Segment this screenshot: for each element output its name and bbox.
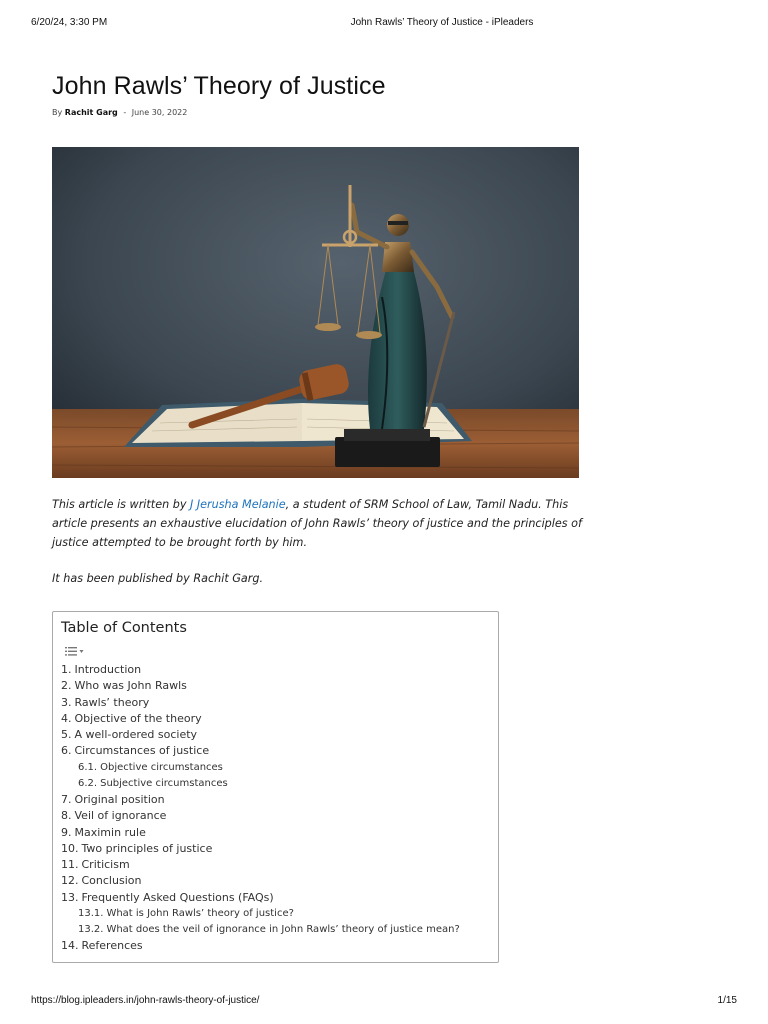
toc-title: Table of Contents — [61, 620, 187, 636]
toc-item[interactable]: 6. Circumstances of justice — [61, 744, 210, 758]
toc-item[interactable]: 1. Introduction — [61, 663, 142, 676]
published-note: It has been published by Rachit Garg. — [52, 572, 264, 585]
contributor-link[interactable]: J Jerusha Melanie — [190, 498, 286, 511]
toc-item[interactable]: 3. Rawls’ theory — [61, 695, 150, 709]
toc-item[interactable]: 5. A well-ordered society — [61, 728, 198, 741]
print-date: 6/20/24, 3:30 PM — [31, 17, 108, 28]
print-page-title: John Rawls’ Theory of Justice - iPleaders — [350, 17, 534, 28]
toc-toggle-button[interactable] — [65, 645, 85, 657]
toc-item[interactable]: 11. Criticism — [61, 858, 130, 871]
table-of-contents — [52, 611, 499, 963]
toc-item[interactable]: 10. Two principles of justice — [61, 841, 213, 855]
toc-subitem[interactable]: 6.2. Subjective circumstances — [78, 777, 228, 789]
print-header — [0, 17, 768, 31]
list-toggle-icon — [65, 647, 77, 656]
toc-subitem[interactable]: 13.2. What does the veil of ignorance in John Rawls’ theory of justice mean? — [78, 924, 460, 935]
intro-text-start: This article is written by — [52, 498, 190, 511]
byline-separator: - — [123, 108, 127, 117]
toc-item[interactable]: 14. References — [61, 939, 143, 953]
toc-list — [61, 662, 460, 955]
toc-item[interactable]: 4. Objective of the theory — [61, 711, 202, 725]
byline-prefix: By — [52, 108, 63, 117]
author-link[interactable]: Rachit Garg — [64, 108, 118, 117]
toc-item[interactable]: 7. Original position — [61, 793, 165, 806]
page-url: https://blog.ipleaders.in/john-rawls-theory-of-justice/ — [31, 995, 260, 1006]
intro-paragraph — [52, 495, 592, 552]
hero-image-lady-justice — [52, 147, 579, 478]
intro-text-end: , a student of SRM School of Law, Tamil Nadu. This article presents an exhaustive elucidation of John Rawls’ theory of justice and the principles of justice attempted to be brought forth by him. — [52, 498, 582, 549]
byline — [52, 108, 187, 117]
publish-date: June 30, 2022 — [131, 108, 188, 117]
toc-subitem[interactable]: 6.1. Objective circumstances — [78, 761, 223, 773]
toc-item[interactable]: 13. Frequently Asked Questions (FAQs) — [61, 890, 274, 904]
toc-item[interactable]: 2. Who was John Rawls — [61, 679, 187, 693]
page-number: 1/15 — [717, 995, 737, 1006]
print-footer — [0, 995, 768, 1009]
toc-subitem[interactable]: 13.1. What is John Rawls’ theory of justice? — [78, 907, 294, 919]
chevron-down-icon — [79, 649, 84, 654]
toc-item[interactable]: 12. Conclusion — [61, 874, 142, 888]
toc-item[interactable]: 8. Veil of ignorance — [61, 809, 167, 823]
toc-item[interactable]: 9. Maximin rule — [61, 825, 146, 839]
article-title: John Rawls’ Theory of Justice — [52, 72, 386, 100]
